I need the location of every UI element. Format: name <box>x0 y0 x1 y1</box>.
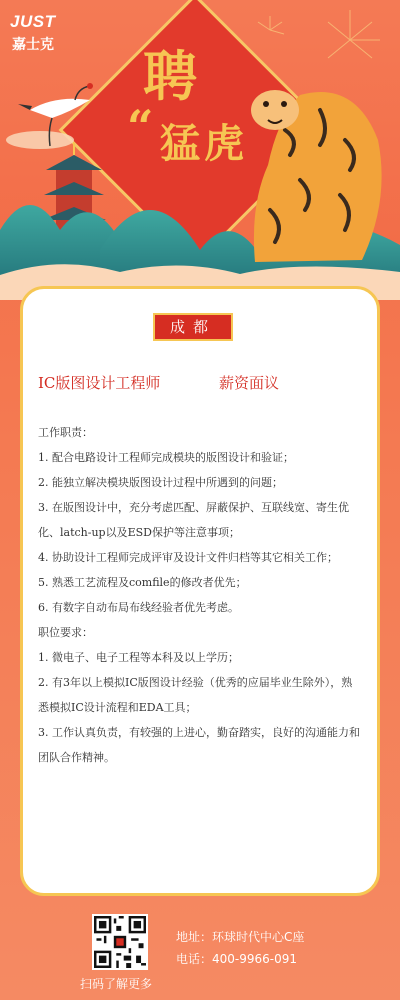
requirement-item: 1. 微电子、电子工程等本科及以上学历； <box>38 651 239 664</box>
requirement-item: 2. 有3年以上模拟IC版图设计经验（优秀的应届毕业生除外），熟悉模拟IC设计流程和EDA工具； <box>38 676 353 714</box>
poster-subheadline: 猛虎 <box>160 120 248 167</box>
phone-text[interactable]: 电话：400-9966-091 <box>176 952 298 966</box>
job-title: IC版图设计工程师 <box>38 374 161 392</box>
logo-brand-en: JUST <box>10 12 56 31</box>
duty-item: 5. 熟悉工艺流程及comfile的修改者优先； <box>38 576 247 589</box>
section-heading-duties: 工作职责： <box>38 426 93 439</box>
hero-banner <box>0 0 400 300</box>
duty-item: 1. 配合电路设计工程师完成模块的版图设计和验证； <box>38 451 294 464</box>
section-heading-requirements: 职位要求： <box>38 626 93 639</box>
duty-item: 2. 能独立解决模块版图设计过程中所遇到的问题； <box>38 476 283 489</box>
job-description <box>38 420 363 770</box>
address-text: 地址：环球时代中心C座 <box>176 930 305 944</box>
qr-caption: 扫码了解更多 <box>80 977 153 991</box>
qr-code-icon <box>94 916 146 968</box>
logo-brand-cn: 嘉士克 <box>12 37 54 53</box>
duty-item: 3. 在版图设计中，充分考虑匹配、屏蔽保护、互联线宽、寄生优化、latch-up以及ESD保护等注意事项； <box>38 501 349 539</box>
qr-code[interactable] <box>92 914 148 970</box>
poster-quote-mark: “ <box>127 100 154 154</box>
city-badge: 成都 <box>153 313 233 341</box>
company-logo <box>6 8 98 56</box>
requirement-item: 3. 工作认真负责，有较强的上进心，勤奋踏实，良好的沟通能力和团队合作精神。 <box>38 726 360 764</box>
poster-headline: 聘 <box>143 44 197 108</box>
duty-item: 6. 有数字自动布局布线经验者优先考虑。 <box>38 601 239 614</box>
salary-text: 薪资面议 <box>219 374 280 392</box>
duty-item: 4. 协助设计工程师完成评审及设计文件归档等其它相关工作； <box>38 551 338 564</box>
